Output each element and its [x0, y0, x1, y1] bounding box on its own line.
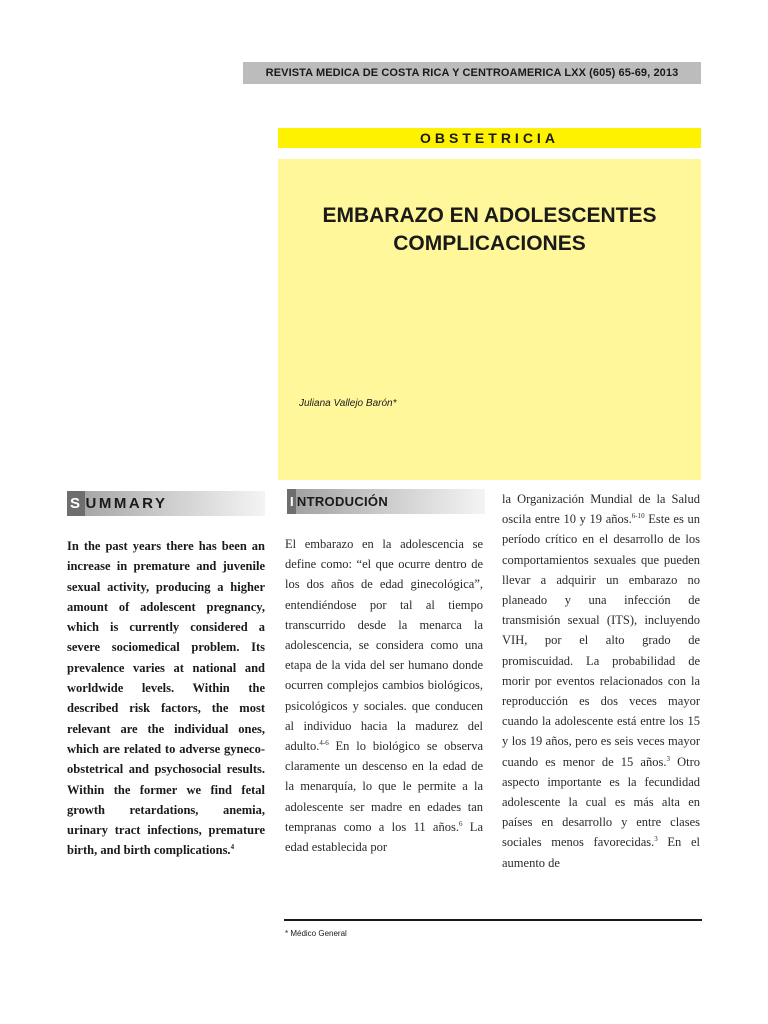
introduction-text [285, 534, 483, 857]
article-author: Juliana Vallejo Barón* [299, 398, 397, 409]
col3-part-1: la Organización Mundial de la Salud oscila entre 10 y 19 años. [502, 492, 700, 527]
introduction-heading-rest: NTRODUCIÓN [296, 494, 389, 509]
journal-header-text: REVISTA MEDICA DE COSTA RICA Y CENTROAMERICA LXX (605) 65-69, 2013 [265, 67, 679, 79]
footnote: * Médico General [285, 929, 347, 938]
section-label: OBSTETRICIA [420, 130, 559, 146]
col3-ref-1: 6-10 [631, 512, 645, 521]
article-title-line-1: EMBARAZO EN ADOLESCENTES [322, 204, 657, 227]
article-title [278, 202, 701, 258]
footnote-divider [284, 919, 702, 921]
summary-text [67, 536, 265, 861]
summary-heading [67, 491, 265, 516]
col3-ref-3: 3 [654, 835, 658, 844]
col3-part-2: Este es un período crítico en el desarrollo de los comportamientos sexuales que pueden llevar a adquirir un embarazo no planeado y una infección de transmisión sexual (ITS), incluyendo VIH, por el alto grado de promiscuidad. La probabilidad de morir por eventos relacionados con la reproducción es dos veces mayor cuando la adolescente está entre los 15 y los 19 años, pero es seis veces mayor cuando es menor de 15 años. [502, 512, 700, 769]
intro-ref-2: 6 [458, 819, 463, 828]
introduction-heading [287, 489, 485, 514]
col3-part-4: En el aumento de [502, 835, 700, 870]
column-3-text [502, 489, 700, 873]
col3-part-3: Otro aspecto importante es la fecundidad adolescente la cual es más alta en países en desarrollo y entre clases sociales menos favorecidas. [502, 754, 700, 850]
summary-body: In the past years there has been an increase in premature and juvenile sexual activity, producing a higher amount of adolescent pregnancy, which is currently considered a severe sociomedical problem. Its prevalence varies at national and worldwide levels. Within the described risk factors, the most relevant are the individual ones, which are related to adverse gyneco-obstetrical and psychosocial results. Within the former we find fetal growth retardations, anemia, urinary tract infections, premature birth, and birth complications. [67, 539, 265, 858]
summary-heading-initial: S [67, 491, 85, 516]
title-block [278, 159, 701, 480]
intro-ref-1: 4-6 [319, 738, 329, 747]
section-label-bar [278, 128, 701, 148]
intro-part-2: En lo biológico se observa claramente un descenso en la edad de la menarquía, lo que le permite a la adolescente ser madre en edades tan tempranas como a los 11 años. [285, 739, 483, 834]
journal-header [243, 62, 701, 84]
intro-part-3: La edad establecida por [285, 819, 483, 855]
col3-ref-2: 3 [666, 754, 670, 763]
summary-heading-rest: UMMARY [85, 495, 168, 512]
introduction-heading-initial: I [287, 489, 296, 514]
summary-ref: 4 [230, 843, 235, 852]
intro-part-1: El embarazo en la adolescencia se define como: “el que ocurre dentro de los dos años de edad ginecológica”, entendiéndose por tal al tiempo transcurrido desde la menarca la adolescencia, se considera como una etapa de la vida del ser humano donde ocurren complejos cambios biológicos, psicológicos y sociales. que conducen al individuo hacia la madurez del adulto. [285, 537, 483, 754]
article-title-line-2: COMPLICACIONES [393, 232, 586, 255]
